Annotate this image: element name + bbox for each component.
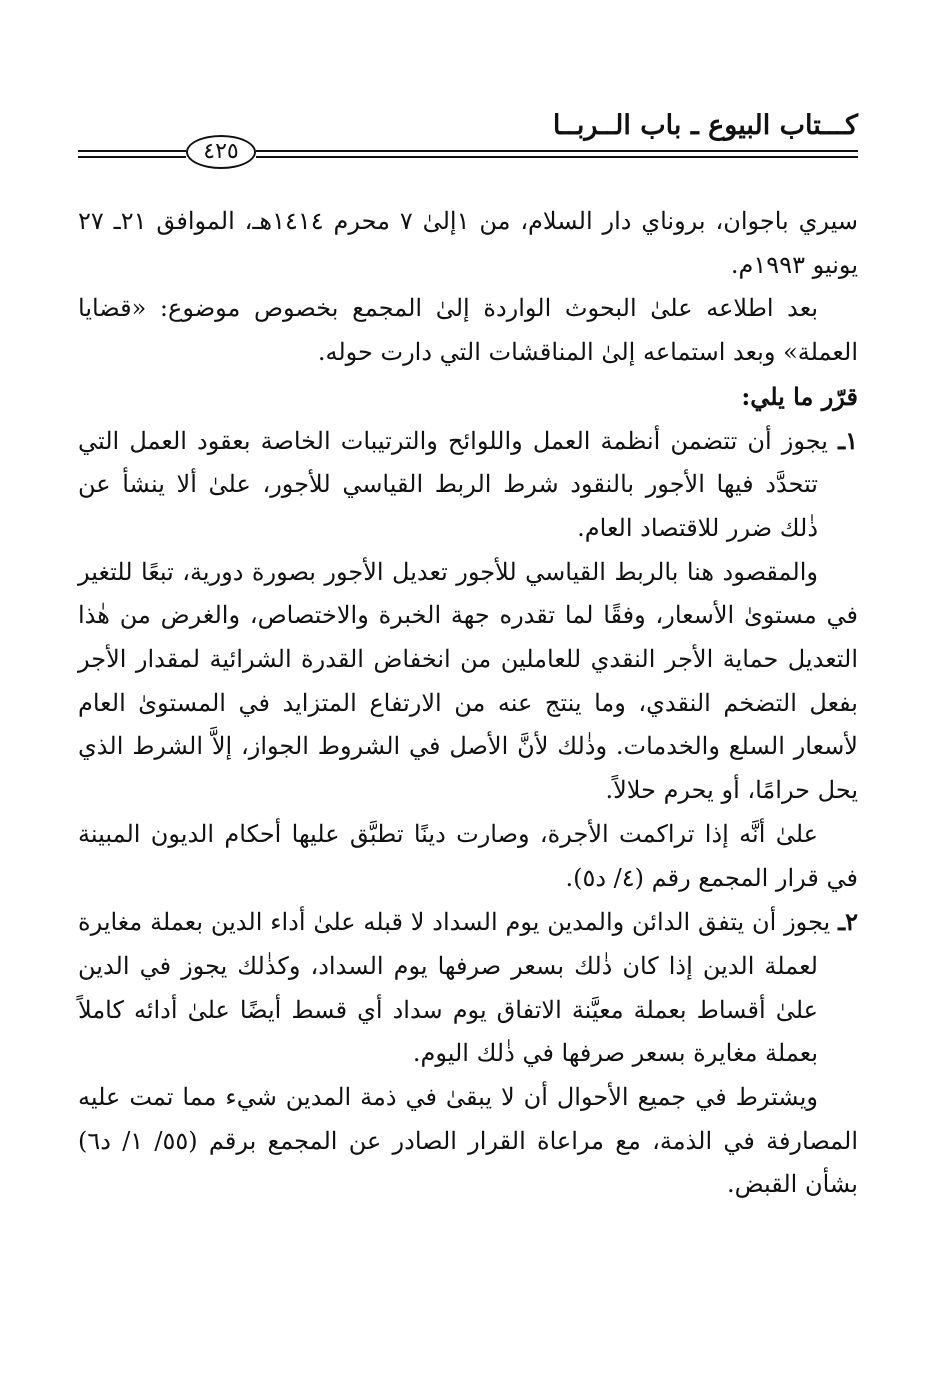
header-rule-right-top xyxy=(256,150,858,152)
paragraph-preamble: بعد اطلاعه علىٰ البحوث الواردة إلىٰ المجمع بخصوص موضوع: «قضايا العملة» وبعد استماعه إلىٰ المناقشات التي دارت حوله. xyxy=(78,294,858,367)
page-number: ٤٢٥ xyxy=(186,135,256,169)
item-number: ٢ـ xyxy=(838,907,858,937)
running-title: كـــتاب البيوع ـ باب الــربــا xyxy=(552,110,858,141)
decision-item-2 xyxy=(78,900,858,1076)
item-number: ١ـ xyxy=(838,425,858,455)
page-header xyxy=(78,108,858,168)
paragraph-accumulated-wages: علىٰ أنَّه إذا تراكمت الأجرة، وصارت دينًا تطبَّق عليها أحكام الديون المبينة في قرار المجمع رقم (٤/ د٥). xyxy=(78,819,858,892)
paragraph-indexation: والمقصود هنا بالربط القياسي للأجور تعديل الأجور بصورة دورية، تبعًا للتغير في مستوىٰ الأسعار، وفقًا لما تقدره جهة الخبرة والاختصاص، والغرض من هٰذا التعديل حماية الأجر النقدي للعاملين من انخفاض القدرة الشرائية لمقدار الأجر بفعل التضخم النقدي، وما ينتج عنه من الارتفاع المتزايد في المستوىٰ العام لأسعار السلع والخدمات. وذٰلك لأنَّ الأصل في الشروط الجواز، إلاَّ الشرط الذي يحل حرامًا، أو يحرم حلالاً. xyxy=(78,557,858,805)
paragraph-conditions: ويشترط في جميع الأحوال أن لا يبقىٰ في ذمة المدين شيء مما تمت عليه المصارفة في الذمة، مع مراعاة القرار الصادر عن المجمع برقم (٥٥/ ١/ د٦) بشأن القبض. xyxy=(78,1083,858,1199)
header-rule-left-top xyxy=(78,150,186,152)
page-body xyxy=(78,200,858,1207)
item-text: يجوز أن يتفق الدائن والمدين يوم السداد لا قبله علىٰ أداء الدين بعملة مغايرة لعملة الدين إذا كان ذٰلك بسعر صرفها يوم السداد، وكذٰلك يجوز في الدين علىٰ أقساط بعملة معيَّنة الاتفاق يوم سداد أي قسط أيضًا علىٰ أدائه كاملاً بعملة مغايرة بسعر صرفها في ذٰلك اليوم. xyxy=(78,908,831,1068)
header-rule-left-bottom xyxy=(78,156,186,158)
paragraph-venue: سيري باجوان، بروناي دار السلام، من ١إلىٰ ٧ محرم ١٤١٤هـ، الموافق ٢١ـ ٢٧ يونيو ١٩٩٣م. xyxy=(78,207,858,279)
header-rule-right-bottom xyxy=(256,156,858,158)
decision-item-1 xyxy=(78,419,858,551)
decision-heading: قرّر ما يلي: xyxy=(741,381,858,411)
item-text: يجوز أن تتضمن أنظمة العمل واللوائح والترتيبات الخاصة بعقود العمل التي تتحدَّد فيها الأجور بالنقود شرط الربط القياسي للأجور، علىٰ ألا ينشأ عن ذٰلك ضرر للاقتصاد العام. xyxy=(78,426,828,542)
